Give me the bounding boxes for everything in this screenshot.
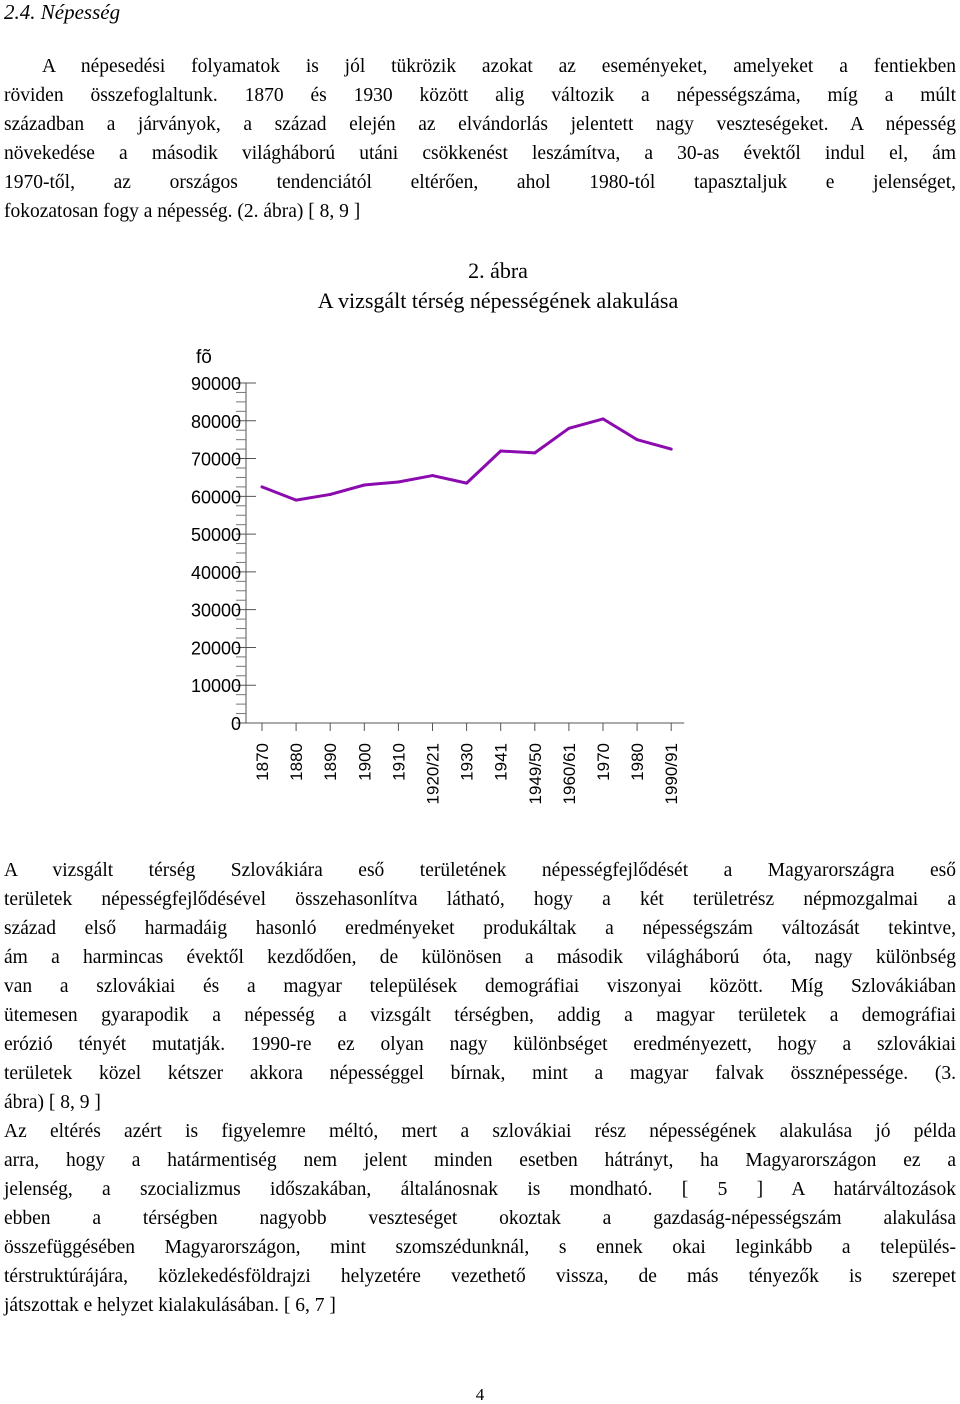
- figure-number: 2. ábra: [468, 258, 528, 283]
- text-line: A népesedési folyamatok is jól tükrözik azokat az eseményeket, amelyeket a fentiekben: [42, 56, 956, 77]
- y-tick-label: 10000: [190, 676, 241, 697]
- x-tick-label: 1920/21: [423, 743, 443, 805]
- text-line: fokozatosan fogy a népesség. (2. ábra) [ 8, 9 ]: [4, 201, 361, 222]
- x-tick-label: 1941: [491, 743, 511, 781]
- y-tick-label: 0: [230, 714, 241, 734]
- text-line: összefüggésében Magyarországon, mint szomszédunknál, s ennek okai leginkább a település-: [4, 1237, 956, 1258]
- population-line-chart: [0, 330, 960, 830]
- population-data-point: [602, 417, 605, 420]
- text-line: jelenség, a szocializmus időszakában, általánosnak is mondható. [ 5 ] A határváltozások: [4, 1179, 956, 1200]
- text-line: században a járványok, a század elején az elvándorlás jelentett nagy veszteségeket. A népesség: [4, 114, 956, 135]
- text-line: növekedése a második világháború utáni csökkenést leszámítva, a 30-as évektől indul el, ám: [4, 143, 956, 164]
- section-title: 2.4. Népesség: [4, 0, 121, 24]
- text-line: arra, hogy a határmentiség nem jelent minden esetben hátrányt, ha Magyarországon ez a: [4, 1150, 956, 1171]
- text-line: területek népességfejlődésével összehasonlítva látható, hogy a két területrész népmozgalmai a: [4, 889, 956, 910]
- paragraph-population-intro: [4, 52, 956, 226]
- population-data-point: [567, 427, 570, 430]
- population-data-point: [636, 438, 639, 441]
- text-line: ábra) [ 8, 9 ]: [4, 1092, 101, 1113]
- y-tick-label: 30000: [190, 600, 241, 621]
- population-data-point: [397, 480, 400, 483]
- population-data-point: [533, 451, 536, 454]
- x-tick-label: 1910: [389, 743, 409, 781]
- population-data-point: [499, 450, 502, 453]
- y-tick-label: 20000: [190, 638, 241, 659]
- text-line: Az eltérés azért is figyelemre méltó, mert a szlovákiai rész népességének alakulása jó példa: [4, 1121, 956, 1142]
- x-tick-label: 1870: [253, 743, 272, 781]
- text-line: van a szlovákiai és a magyar települések demográfiai viszonyai között. Míg Szlovákiában: [4, 976, 956, 997]
- y-tick-label: 90000: [190, 374, 241, 394]
- population-data-point: [261, 485, 264, 488]
- x-tick-label: 1930: [457, 743, 477, 781]
- paragraph-population-comparison: [4, 856, 956, 1320]
- text-line: erózió tényét mutatják. 1990-re ez olyan nagy különbséget eredményezett, hogy a szlovákiai: [4, 1034, 956, 1055]
- y-tick-label: 40000: [190, 562, 241, 583]
- y-axis-unit-label: fõ: [196, 347, 212, 368]
- x-tick-label: 1970: [594, 743, 613, 781]
- figure-title: A vizsgált térség népességének alakulása: [317, 288, 679, 313]
- x-tick-label: 1900: [355, 743, 375, 781]
- x-tick-label: 1960/61: [559, 743, 579, 805]
- y-tick-label: 80000: [190, 411, 241, 432]
- y-tick-label: 50000: [190, 525, 241, 546]
- text-line: 1970-től, az országos tendenciától eltérően, ahol 1980-tól tapasztaljuk e jelenséget,: [4, 172, 956, 193]
- text-line: ütemesen gyarapodik a népesség a vizsgált térségben, addig a magyar területek a demográfiai: [4, 1005, 956, 1026]
- x-tick-label: 1880: [287, 743, 307, 781]
- text-line: térstruktúrájára, közlekedésföldrajzi helyzetére vezethető vissza, de más tényezők is szerepet: [4, 1266, 956, 1287]
- x-tick-label: 1890: [321, 743, 341, 781]
- x-tick-label: 1949/50: [525, 743, 545, 805]
- page-number: 4: [475, 1385, 485, 1404]
- population-series-line: [262, 419, 671, 500]
- text-line: területek közel kétszer akkora népességgel bírnak, mint a magyar falvak össznépessége. (3.: [4, 1063, 956, 1084]
- text-line: ebben a térségben nagyobb veszteséget okoztak a gazdaság-népességszám alakulása: [4, 1208, 956, 1229]
- population-data-point: [670, 448, 673, 451]
- y-tick-label: 60000: [190, 487, 241, 508]
- text-line: század első harmadáig hasonló eredményeket produkáltak a népességszám változását tekintve,: [4, 918, 956, 939]
- text-line: ám a harmincas évektől kezdődően, de különösen a második világháború óta, nagy különbség: [4, 947, 956, 968]
- x-tick-label: 1990/91: [662, 743, 682, 805]
- population-data-point: [329, 493, 332, 496]
- x-tick-label: 1980: [628, 743, 648, 781]
- text-line: A vizsgált térség Szlovákiára eső területének népességfejlődését a Magyarországra eső: [4, 860, 956, 881]
- text-line: röviden összefoglaltunk. 1870 és 1930 között alig változik a népességszáma, míg a múlt: [4, 85, 956, 106]
- population-data-point: [431, 474, 434, 477]
- population-data-point: [363, 484, 366, 487]
- population-data-point: [295, 499, 298, 502]
- text-line: játszottak e helyzet kialakulásában. [ 6, 7 ]: [4, 1295, 336, 1316]
- population-data-point: [465, 482, 468, 485]
- y-tick-label: 70000: [190, 449, 241, 470]
